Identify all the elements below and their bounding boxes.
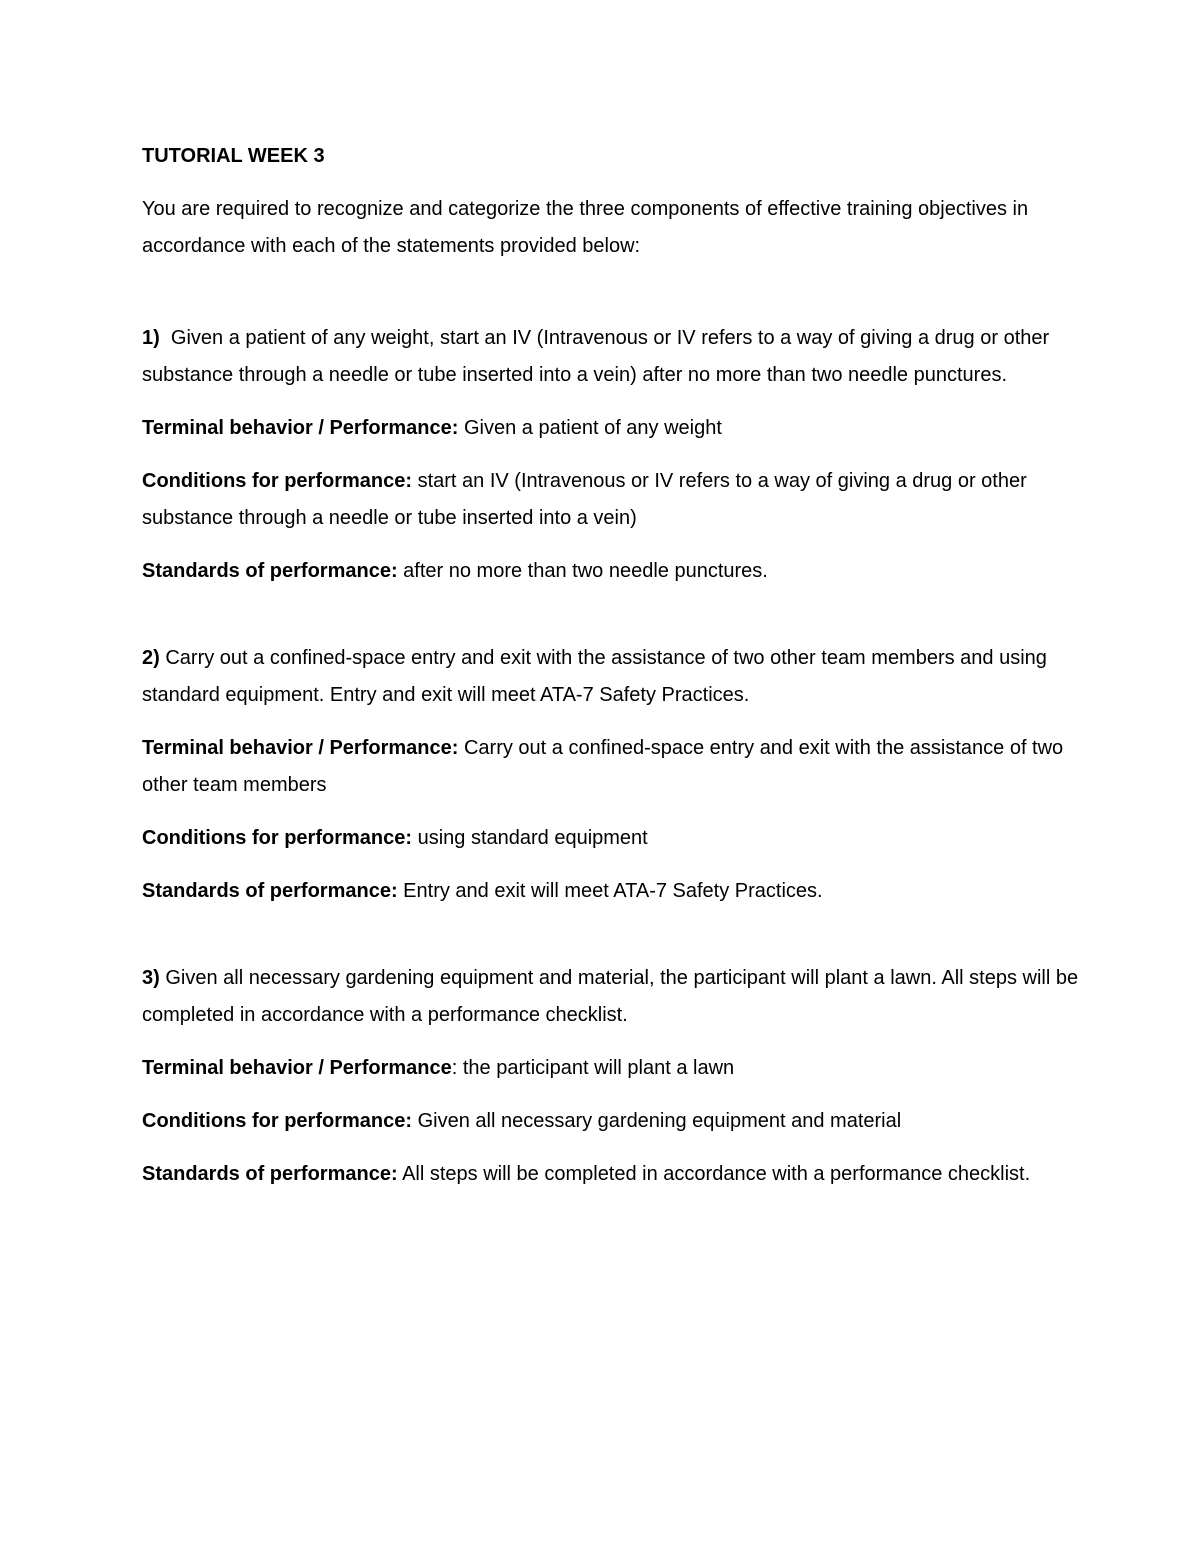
standards-row xyxy=(142,873,1082,910)
document-title: TUTORIAL WEEK 3 xyxy=(142,145,325,167)
conditions-value: using standard equipment xyxy=(417,827,648,849)
conditions-row xyxy=(142,820,1082,857)
conditions-label: Conditions for performance: xyxy=(142,470,413,492)
conditions-label: Conditions for performance: xyxy=(142,827,413,849)
conditions-label: Conditions for performance: xyxy=(142,1110,413,1132)
terminal-behavior-label: Terminal behavior / Performance xyxy=(142,1057,452,1079)
objective-number: 3) xyxy=(142,967,160,989)
objective-number: 2) xyxy=(142,647,160,669)
terminal-behavior-row xyxy=(142,730,1082,804)
objective-item-3 xyxy=(142,960,1082,1193)
intro-paragraph: You are required to recognize and categorize the three components of effective training objectives in accordance with each of the statements provided below: xyxy=(142,198,1029,257)
standards-row xyxy=(142,1156,1082,1193)
terminal-behavior-row xyxy=(142,1050,1082,1087)
standards-label: Standards of performance: xyxy=(142,560,398,582)
terminal-behavior-colon: : xyxy=(451,737,459,759)
conditions-row xyxy=(142,463,1082,537)
conditions-value: Given all necessary gardening equipment and material xyxy=(417,1110,902,1132)
standards-value: All steps will be completed in accordance with a performance checklist. xyxy=(402,1163,1031,1185)
terminal-behavior-value: the participant will plant a lawn xyxy=(462,1057,735,1079)
conditions-value: start an IV (Intravenous or IV refers to a way of giving a drug or other substance through a needle or tube inserted into a vein) xyxy=(142,470,1027,529)
objective-statement xyxy=(142,640,1082,714)
standards-value: Entry and exit will meet ATA-7 Safety Practices. xyxy=(403,880,823,902)
standards-row xyxy=(142,553,1082,590)
standards-label: Standards of performance: xyxy=(142,880,398,902)
objective-item-1 xyxy=(142,320,1082,590)
terminal-behavior-row xyxy=(142,410,1082,447)
statement-text: Carry out a confined-space entry and exit with the assistance of two other team members and using standard equipment. Entry and exit will meet ATA-7 Safety Practices. xyxy=(142,647,1047,706)
objective-statement xyxy=(142,960,1082,1034)
standards-value: after no more than two needle punctures. xyxy=(403,560,768,582)
terminal-behavior-value: Carry out a confined-space entry and exit with the assistance of two other team members xyxy=(142,737,1064,796)
document-body xyxy=(142,138,1082,1243)
standards-label: Standards of performance: xyxy=(142,1163,398,1185)
objective-item-2 xyxy=(142,640,1082,910)
terminal-behavior-label: Terminal behavior / Performance xyxy=(142,417,452,439)
terminal-behavior-colon: : xyxy=(451,417,459,439)
terminal-behavior-label: Terminal behavior / Performance xyxy=(142,737,452,759)
terminal-behavior-value: Given a patient of any weight xyxy=(463,417,722,439)
objective-number: 1) xyxy=(142,327,160,349)
terminal-behavior-colon: : xyxy=(451,1057,458,1079)
statement-text: Given all necessary gardening equipment and material, the participant will plant a lawn. All steps will be completed in accordance with a performance checklist. xyxy=(142,967,1079,1026)
statement-text: Given a patient of any weight, start an IV (Intravenous or IV refers to a way of giving a drug or other substance through a needle or tube inserted into a vein) after no more than two needle punctures. xyxy=(142,327,1050,386)
conditions-row xyxy=(142,1103,1082,1140)
objective-statement xyxy=(142,320,1082,394)
